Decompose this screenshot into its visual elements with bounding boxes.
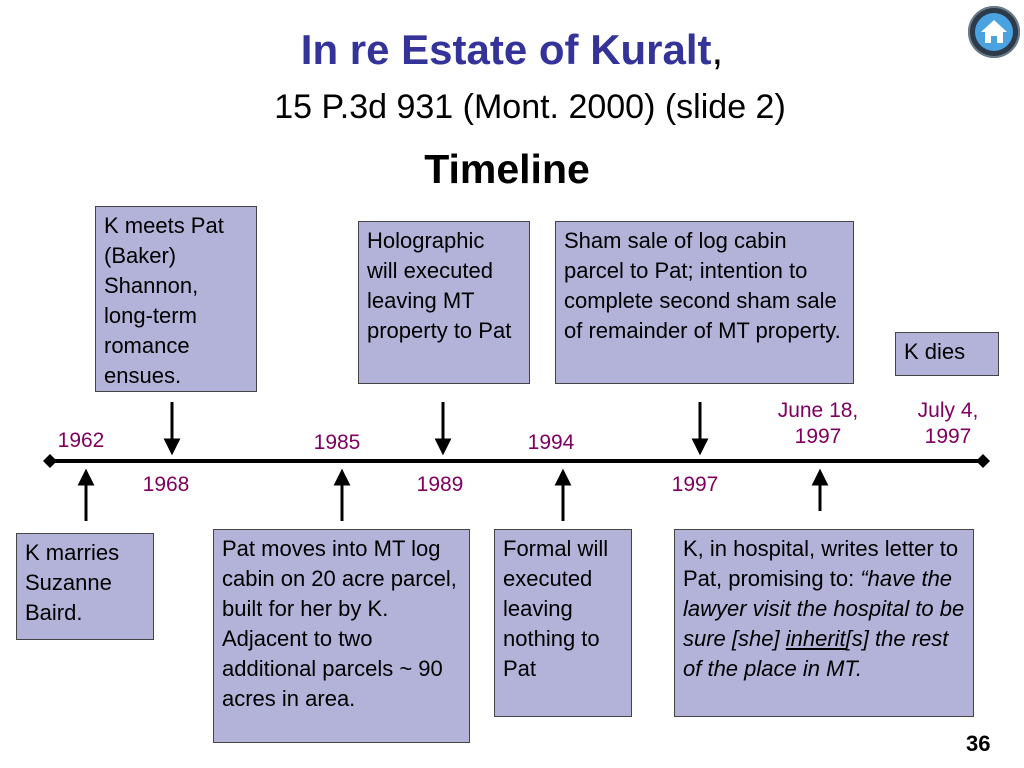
event-k-dies-text: K dies bbox=[904, 339, 966, 364]
arrow-1968-head bbox=[166, 440, 178, 452]
year-1997: 1997 bbox=[671, 473, 719, 496]
year-june-1997-line2: 1997 bbox=[794, 425, 842, 448]
event-box-letter bbox=[674, 529, 974, 717]
page-number: 36 bbox=[966, 731, 991, 756]
arrow-june-1997-head bbox=[814, 472, 826, 484]
case-name: In re Estate of Kuralt bbox=[300, 26, 712, 73]
arrow-1962-head bbox=[80, 472, 92, 484]
case-citation: 15 P.3d 931 (Mont. 2000) (slide 2) bbox=[274, 88, 786, 126]
event-box-marries bbox=[16, 533, 154, 640]
year-1968: 1968 bbox=[142, 473, 190, 496]
timeline-end-marker bbox=[976, 454, 990, 468]
year-1985: 1985 bbox=[313, 431, 361, 454]
year-june-1997-line1: June 18, bbox=[777, 399, 859, 422]
year-1962: 1962 bbox=[57, 429, 105, 452]
event-letter-text bbox=[683, 534, 965, 684]
title-comma: , bbox=[711, 26, 724, 73]
year-1994: 1994 bbox=[527, 431, 575, 454]
event-letter-quote-inherit: inherit bbox=[785, 626, 846, 651]
event-letter-quote-b: [s] the rest of the place in MT. bbox=[683, 626, 949, 681]
event-holographic-will-text: Holographic will executed leaving MT property to Pat bbox=[367, 228, 512, 343]
event-moves-in-text: Pat moves into MT log cabin on 20 acre parcel, built for her by K. Adjacent to two additional parcels ~ 90 acres in area. bbox=[222, 536, 457, 711]
event-box-holographic-will bbox=[358, 221, 530, 384]
year-july-1997-line1: July 4, bbox=[917, 399, 979, 422]
arrow-1994-head bbox=[557, 472, 569, 484]
event-formal-will-text: Formal will executed leaving nothing to Pat bbox=[503, 536, 609, 681]
year-july-1997-line2: 1997 bbox=[924, 425, 972, 448]
event-letter-quote-a: “have the lawyer visit the hospital to be sure [she] bbox=[683, 566, 965, 651]
event-marries-text: K marries Suzanne Baird. bbox=[25, 540, 120, 625]
event-box-meets-pat bbox=[95, 206, 257, 392]
timeline-heading: Timeline bbox=[424, 146, 590, 192]
event-letter-plain: K, in hospital, writes letter to Pat, promising to: bbox=[683, 536, 959, 591]
arrow-1997-top-head bbox=[694, 440, 706, 452]
event-box-sham-sale bbox=[555, 221, 854, 384]
year-june-1997 bbox=[758, 398, 878, 450]
year-1989: 1989 bbox=[416, 473, 464, 496]
timeline-start-marker bbox=[43, 454, 57, 468]
event-meets-pat-text: K meets Pat (Baker) Shannon, long-term romance ensues. bbox=[104, 213, 224, 388]
arrow-1985-head bbox=[336, 472, 348, 484]
arrow-1989-head bbox=[437, 440, 449, 452]
event-box-k-dies bbox=[895, 332, 999, 376]
event-box-formal-will bbox=[494, 529, 632, 717]
year-july-1997 bbox=[888, 398, 1008, 450]
event-box-moves-in bbox=[213, 529, 470, 743]
event-sham-sale-text: Sham sale of log cabin parcel to Pat; intention to complete second sham sale of remainder of MT property. bbox=[564, 228, 841, 343]
